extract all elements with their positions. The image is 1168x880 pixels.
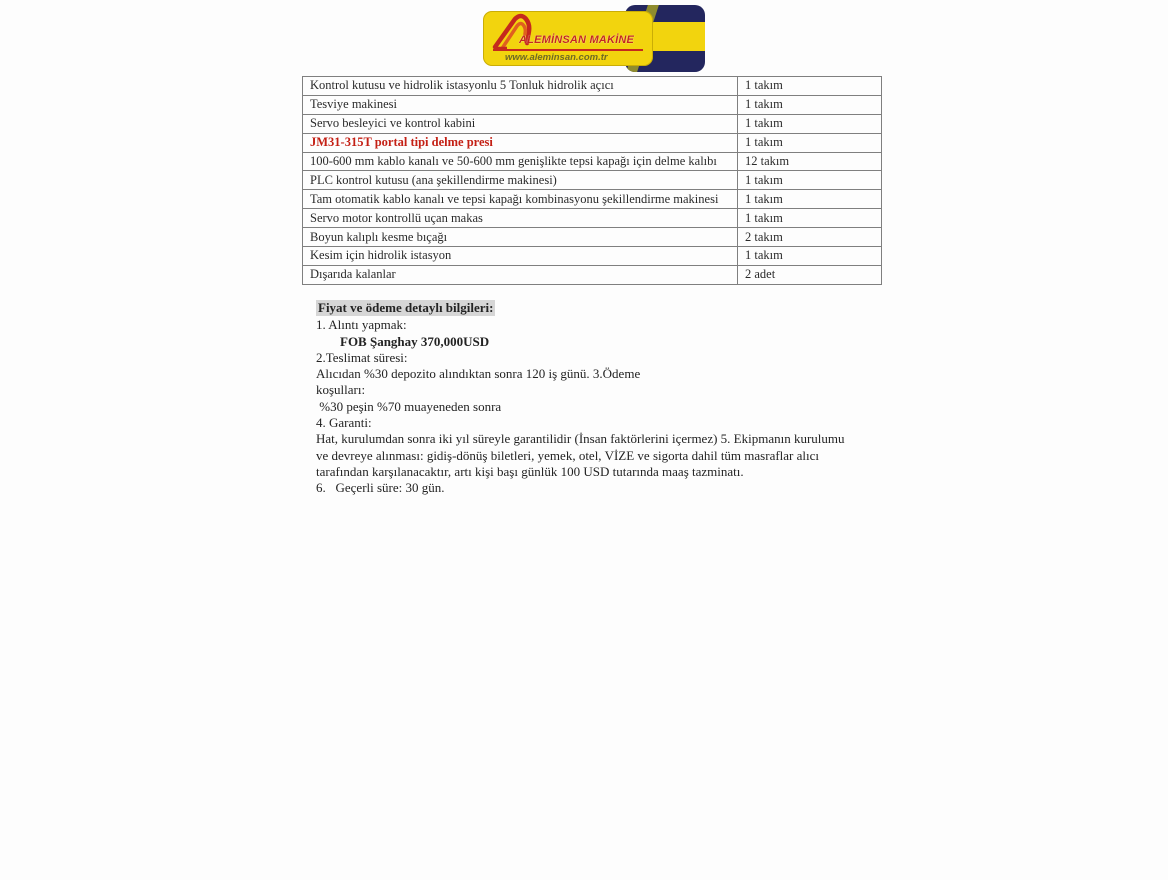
detail-line: %30 peşin %70 muayeneden sonra [316, 398, 502, 414]
qty-cell: 1 takım [738, 114, 882, 133]
price-details-section [316, 300, 876, 497]
table-row [303, 265, 882, 284]
detail-line: 2.Teslimat süresi: [316, 349, 408, 365]
detail-line: FOB Şanghay 370,000USD [340, 333, 490, 349]
detail-line: 6. Geçerli süre: 30 gün. [316, 480, 445, 496]
detail-line: Alıcıdan %30 depozito alındıktan sonra 120 iş günü. 3.Ödeme [316, 366, 641, 382]
logo-plate [483, 11, 653, 66]
qty-cell: 2 takım [738, 228, 882, 247]
details-heading: Fiyat ve ödeme detaylı bilgileri: [318, 300, 494, 315]
item-cell: Kesim için hidrolik istasyon [303, 247, 738, 266]
logo-company-name: ALEMİNSAN MAKİNE [519, 34, 635, 46]
detail-line: koşulları: [316, 382, 366, 398]
qty-cell: 12 takım [738, 152, 882, 171]
qty-cell: 1 takım [738, 171, 882, 190]
qty-cell: 1 takım [738, 77, 882, 96]
table-row [303, 171, 882, 190]
detail-line: tarafından karşılanacaktır, artı kişi başı günlük 100 USD tutarında maaş tazminatı. [316, 463, 744, 479]
item-cell: Tesviye makinesi [303, 95, 738, 114]
qty-cell: 1 takım [738, 190, 882, 209]
item-cell: Kontrol kutusu ve hidrolik istasyonlu 5 Tonluk hidrolik açıcı [303, 77, 738, 96]
item-cell: Dışarıda kalanlar [303, 265, 738, 284]
item-cell: Servo motor kontrollü uçan makas [303, 209, 738, 228]
detail-line: Hat, kurulumdan sonra iki yıl süreyle garantilidir (İnsan faktörlerini içermez) 5. Ekipmanın kurulumu [316, 431, 845, 447]
item-cell: Servo besleyici ve kontrol kabini [303, 114, 738, 133]
detail-line: 1. Alıntı yapmak: [316, 317, 407, 333]
item-cell: PLC kontrol kutusu (ana şekillendirme makinesi) [303, 171, 738, 190]
item-cell: 100-600 mm kablo kanalı ve 50-600 mm genişlikte tepsi kapağı için delme kalıbı [303, 152, 738, 171]
table-row [303, 228, 882, 247]
equipment-table [302, 76, 882, 285]
qty-cell: 1 takım [738, 95, 882, 114]
item-cell: Tam otomatik kablo kanalı ve tepsi kapağı kombinasyonu şekillendirme makinesi [303, 190, 738, 209]
detail-line: ve devreye alınması: gidiş-dönüş biletleri, yemek, otel, VİZE ve sigorta dahil tüm masraflar alıcı [316, 447, 820, 463]
table-row [303, 133, 882, 152]
table-row [303, 152, 882, 171]
item-cell: Boyun kalıplı kesme bıçağı [303, 228, 738, 247]
aleminsan-logo [483, 5, 705, 72]
logo-website: www.aleminsan.com.tr [505, 52, 608, 63]
logo-underline [493, 49, 643, 51]
detail-line: 4. Garanti: [316, 415, 372, 431]
item-cell: JM31-315T portal tipi delme presi [303, 133, 738, 152]
table-row [303, 95, 882, 114]
qty-cell: 2 adet [738, 265, 882, 284]
table-row [303, 77, 882, 96]
qty-cell: 1 takım [738, 247, 882, 266]
qty-cell: 1 takım [738, 209, 882, 228]
table-row [303, 247, 882, 266]
table-row [303, 209, 882, 228]
qty-cell: 1 takım [738, 133, 882, 152]
table-row [303, 190, 882, 209]
table-row [303, 114, 882, 133]
